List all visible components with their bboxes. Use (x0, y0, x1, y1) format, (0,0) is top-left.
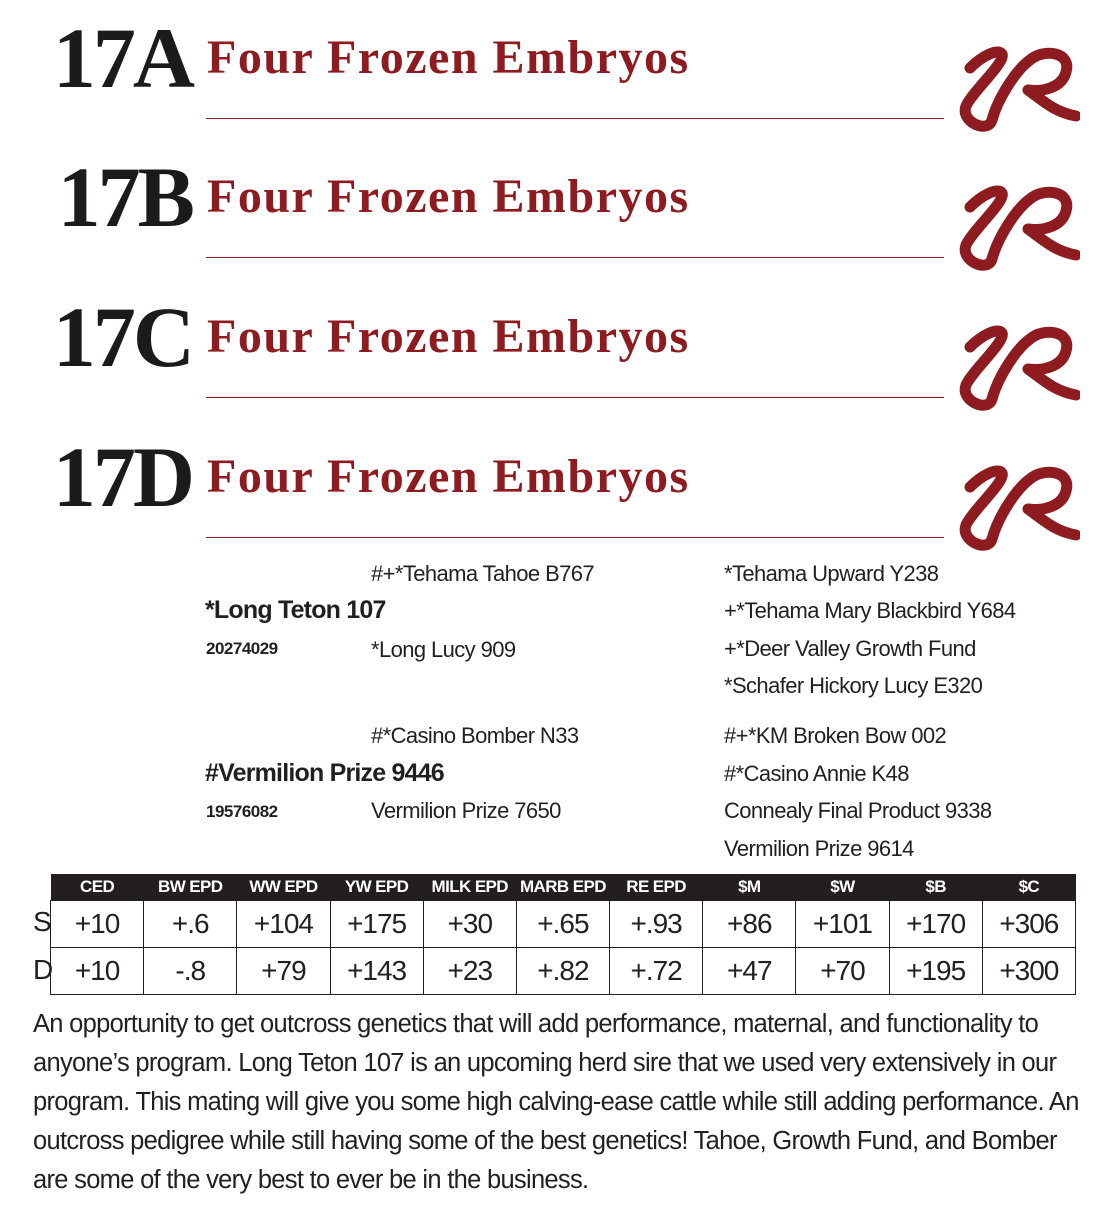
table-row (51, 948, 1076, 995)
header-c-index: $C (982, 874, 1075, 901)
divider (206, 118, 944, 119)
epd-cell: +.93 (610, 901, 703, 948)
dam-sire-sire: #+*KM Broken Bow 002 (724, 723, 947, 748)
lot-description: An opportunity to get outcross genetics that will add performance, maternal, and functionality to anyone’s program. Long Teton 107 is an upcoming herd sire that we used very extensively in our program. This mating will give you some high calving-ease cattle while still adding performance. An outcross pedigree while still having some of the best genetics! Tahoe, Growth Fund, and Bomber are some of the very best to ever be in the business. (33, 1010, 1079, 1194)
header-yw-epd: YW EPD (330, 874, 423, 901)
dam-dam-sire: Connealy Final Product 9338 (724, 798, 992, 823)
sire-dam-dam: *Schafer Hickory Lucy E320 (724, 673, 983, 698)
dam-dam-dam: Vermilion Prize 9614 (724, 836, 914, 861)
epd-cell: +79 (237, 948, 330, 995)
vr-brand-logo (958, 179, 1080, 279)
epd-header-row (51, 874, 1076, 901)
header-m-index: $M (703, 874, 796, 901)
epd-cell: +.72 (610, 948, 703, 995)
epd-cell: +170 (889, 901, 982, 948)
epd-cell: +143 (330, 948, 423, 995)
lot-title: Four Frozen Embryos (207, 450, 690, 503)
sire-registration: 20274029 (206, 639, 278, 658)
lot-17c (0, 279, 1116, 419)
lot-title: Four Frozen Embryos (207, 310, 690, 363)
divider (206, 537, 944, 538)
epd-cell: +10 (51, 948, 144, 995)
epd-cell: +.6 (144, 901, 237, 948)
epd-cell: +195 (889, 948, 982, 995)
epd-cell: +86 (703, 901, 796, 948)
header-re-epd: RE EPD (610, 874, 703, 901)
lot-title: Four Frozen Embryos (207, 31, 690, 84)
epd-cell: +175 (330, 901, 423, 948)
divider (206, 257, 944, 258)
dam-dam: Vermilion Prize 7650 (371, 798, 561, 823)
header-w-index: $W (796, 874, 889, 901)
row-label-dam: D (33, 954, 53, 985)
dam-name: #Vermilion Prize 9446 (205, 759, 444, 787)
epd-cell: +300 (982, 948, 1075, 995)
epd-cell: +10 (51, 901, 144, 948)
dam-registration: 19576082 (206, 802, 278, 821)
dam-sire-dam: #*Casino Annie K48 (724, 761, 909, 786)
epd-cell: -.8 (144, 948, 237, 995)
lot-number: 17A (52, 10, 192, 106)
sire-dam-sire: +*Deer Valley Growth Fund (724, 636, 976, 661)
header-milk-epd: MILK EPD (423, 874, 516, 901)
vr-brand-logo (958, 459, 1080, 559)
epd-table (50, 874, 1076, 995)
sire-dam: *Long Lucy 909 (371, 637, 516, 662)
row-label-sire: S (33, 906, 51, 937)
epd-cell: +30 (423, 901, 516, 948)
epd-cell: +23 (423, 948, 516, 995)
epd-cell: +101 (796, 901, 889, 948)
header-b-index: $B (889, 874, 982, 901)
header-marb-epd: MARB EPD (516, 874, 609, 901)
epd-cell: +70 (796, 948, 889, 995)
dam-sire: #*Casino Bomber N33 (371, 723, 579, 748)
sire-sire-sire: *Tehama Upward Y238 (724, 561, 939, 586)
lot-number: 17B (57, 149, 192, 245)
vr-brand-logo (958, 40, 1080, 140)
table-row (51, 901, 1076, 948)
divider (206, 397, 944, 398)
header-ww-epd: WW EPD (237, 874, 330, 901)
lot-number: 17D (52, 429, 192, 525)
header-ced: CED (51, 874, 144, 901)
epd-cell: +.65 (516, 901, 609, 948)
vr-brand-logo (958, 319, 1080, 419)
lot-17d (0, 419, 1116, 559)
epd-cell: +306 (982, 901, 1075, 948)
epd-cell: +47 (703, 948, 796, 995)
lot-17a (0, 0, 1116, 140)
header-bw-epd: BW EPD (144, 874, 237, 901)
lot-title: Four Frozen Embryos (207, 170, 690, 223)
epd-cell: +.82 (516, 948, 609, 995)
sire-sire-dam: +*Tehama Mary Blackbird Y684 (724, 598, 1016, 623)
sire-name: *Long Teton 107 (205, 596, 386, 624)
lot-17b (0, 139, 1116, 279)
epd-cell: +104 (237, 901, 330, 948)
sire-sire: #+*Tehama Tahoe B767 (371, 561, 595, 586)
lot-number: 17C (52, 289, 192, 385)
